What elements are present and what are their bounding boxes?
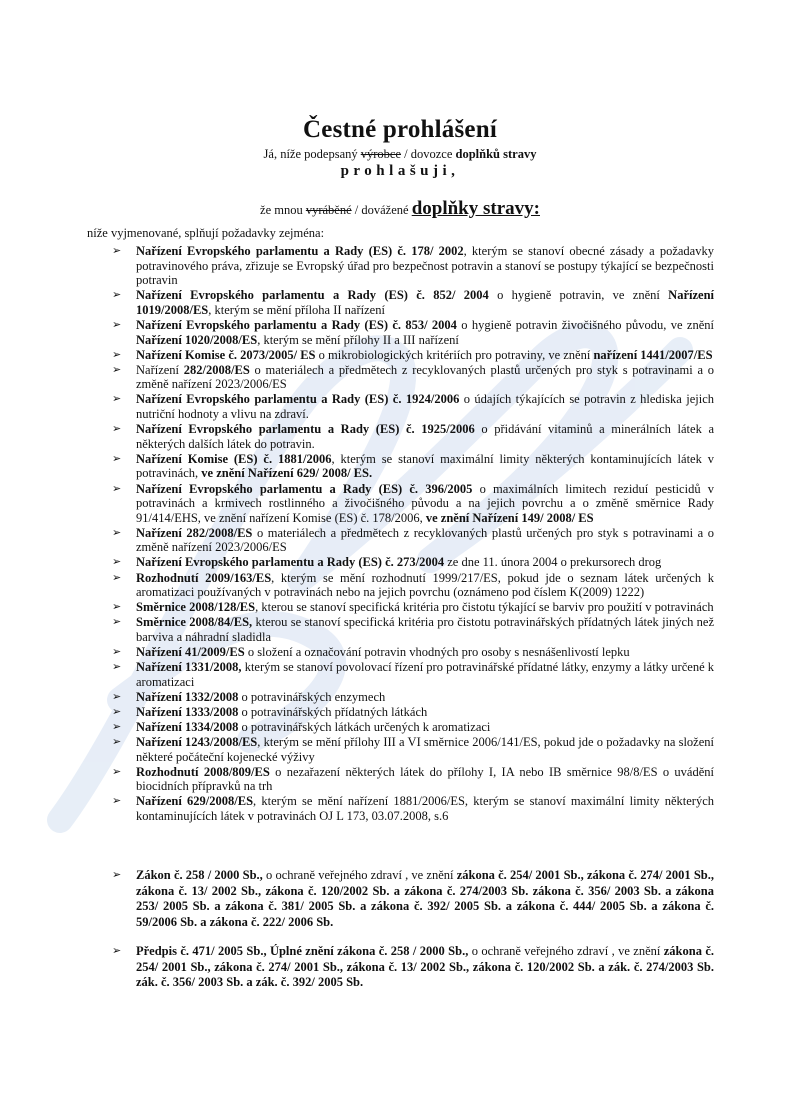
item-description: , kterým se stanoví obecné zásady a požadavky potravinového práva, zřizuje se Evropský úřad pro bezpečnost potravin a stanoví se postupy týkající se bezpečnosti potravin [136, 244, 714, 288]
item-description: o údajích týkajících se potravin z hlediska jejich nutriční hodnoty a vlivu na zdraví. [136, 392, 714, 422]
item-citation: Nařízení 629/2008/ES [136, 794, 254, 809]
arrowhead-bullet-icon: ➢ [112, 423, 122, 436]
arrowhead-bullet-icon: ➢ [112, 601, 122, 614]
item-amendment: ve znění Nařízení 149/ 2008/ ES [425, 510, 594, 525]
item-citation: Nařízení Evropského parlamentu a Rady (ES) č. 1924/2006 [136, 392, 460, 407]
products-line [0, 198, 800, 220]
arrowhead-bullet-icon: ➢ [112, 661, 122, 674]
regulation-item [112, 452, 714, 481]
signatory-mid: / dovozce [401, 147, 456, 161]
struck-produced: vyráběné [305, 203, 352, 217]
arrowhead-bullet-icon: ➢ [112, 452, 122, 465]
item-citation: Nařízení Evropského parlamentu a Rady (ES) č. 396/2005 [136, 481, 473, 496]
regulation-item [112, 288, 714, 317]
arrowhead-bullet-icon: ➢ [112, 556, 122, 569]
regulation-item [112, 705, 714, 720]
arrowhead-bullet-icon: ➢ [112, 245, 122, 257]
item-amendment: Nařízení 1019/2008/ES [136, 288, 714, 317]
regulation-item [112, 645, 714, 660]
products-mid: / dovážené [351, 203, 412, 217]
regulation-item [112, 555, 714, 570]
item-citation: Nařízení Evropského parlamentu a Rady (ES) č. 1925/2006 [136, 422, 475, 437]
item-description: , kterým se stanoví maximální limity některých kontaminujících látek v potravinách, [136, 451, 714, 481]
arrowhead-bullet-icon: ➢ [112, 289, 122, 302]
item-description: , kterou se stanoví specifická kritéria pro čistotu týkající se barviv pro použití v potravinách [255, 600, 714, 615]
regulation-item [112, 526, 714, 555]
arrowhead-bullet-icon: ➢ [112, 482, 122, 495]
regulation-item [112, 660, 714, 689]
arrowhead-bullet-icon: ➢ [112, 795, 122, 808]
item-citation: Rozhodnutí 2009/163/ES [136, 570, 272, 585]
regulation-item [112, 318, 714, 347]
item-description: o přidávání vitaminů a minerálních látek a některých dalších látek do potravin. [136, 422, 714, 451]
item-amendment: nařízení 1441/2007/ES [593, 347, 713, 362]
arrowhead-bullet-icon: ➢ [112, 526, 122, 539]
item-citation: Nařízení 1333/2008 [136, 704, 239, 719]
item-description: o potravinářských enzymech [238, 689, 386, 704]
item-description: o ochraně veřejného zdraví , ve znění [262, 868, 457, 882]
arrowhead-bullet-icon: ➢ [112, 571, 122, 584]
item-description: o nezařazení některých látek do přílohy I, IA nebo IB směrnice 98/8/ES o uvádění biocidních přípravků na trh [136, 764, 714, 794]
item-amendment: ve znění Nařízení 629/ 2008/ ES. [201, 466, 373, 481]
arrowhead-bullet-icon: ➢ [112, 765, 122, 778]
item-description: , kterým se mění rozhodnutí 1999/217/ES, pokud jde o seznam látek určených k aromatizaci používaných v potravinách nebo na jejich povrchu (oznámeno pod číslem K(2009) 1222) [136, 570, 714, 600]
law-list [112, 868, 714, 991]
item-description-tail: , kterým se mění přílohy II a III nařízení [257, 332, 459, 347]
products-heading: doplňky stravy: [411, 198, 540, 219]
item-amendment: Nařízení 1020/2008/ES [136, 332, 258, 347]
item-description: o potravinářských látkách určených k aromatizaci [238, 720, 491, 734]
item-description: , kterým se mění nařízení 1881/2006/ES, kterým se stanoví maximální limity některých kontaminujících látek v potravinách OJ L 173, 03.07.2008, s.6 [136, 794, 714, 824]
regulation-item [112, 244, 714, 288]
arrowhead-bullet-icon: ➢ [112, 393, 122, 406]
arrowhead-bullet-icon: ➢ [112, 690, 122, 703]
item-amendment: zákona č. 254/ 2001 Sb., zákona č. 274/ 2001 Sb., zákona č. 13/ 2002 Sb., zákona č. 120/2002 Sb. a zákona č. 274/2003 Sb. zákona č. 356/ 2003 Sb. a zákona 253/ 2005 Sb. a zákona č. 381/ 2005 Sb. a zákona č. 392/ 2005 Sb. a zákona č. 444/ 2005 Sb. a zákona č. 59/2006 Sb. a zákona č. 222/ 2006 Sb. [136, 868, 714, 929]
arrowhead-bullet-icon: ➢ [112, 363, 122, 376]
regulation-item [112, 765, 714, 794]
signatory-line [0, 147, 800, 162]
regulation-item [112, 600, 714, 615]
item-citation: Směrnice 2008/84/ES, [136, 615, 253, 630]
regulation-item [112, 348, 714, 363]
item-citation: Nařízení 1331/2008, [136, 660, 242, 675]
item-description: kterou se stanoví specifická kritéria pro čistotu potravinářských přídatných látek jiných než barviva a náhradní sladidla [136, 615, 714, 644]
arrowhead-bullet-icon: ➢ [112, 616, 122, 629]
products-prefix: že mnou [260, 203, 306, 217]
arrowhead-bullet-icon: ➢ [112, 348, 122, 361]
arrowhead-bullet-icon: ➢ [112, 869, 122, 881]
regulation-list [112, 244, 714, 824]
item-description: ze dne 11. února 2004 o prekursorech drog [444, 555, 662, 570]
item-description: o hygieně potravin, ve znění [488, 288, 669, 303]
item-citation: Předpis č. 471/ 2005 Sb., Úplné znění zákona č. 258 / 2000 Sb., [136, 944, 469, 958]
item-citation: Nařízení Komise (ES) č. 1881/2006 [136, 451, 332, 466]
item-description: o materiálech a předmětech z recyklovaných plastů určených pro styk s potravinami a o změně nařízení 2023/2006/ES [136, 525, 714, 555]
signatory-product: doplňků stravy [455, 147, 537, 161]
regulation-item [112, 482, 714, 526]
declare-word: prohlašuji, [340, 163, 460, 179]
arrowhead-bullet-icon: ➢ [112, 721, 122, 733]
item-description: o materiálech a předmětech z recyklovaných plastů určených pro styk s potravinami a o změně nařízení 2023/2006/ES [136, 362, 714, 392]
regulation-item [112, 571, 714, 600]
item-description: o ochraně veřejného zdraví , ve znění [468, 944, 664, 958]
item-citation: Nařízení Evropského parlamentu a Rady (ES) č. 273/2004 [136, 555, 445, 570]
item-citation: Zákon č. 258 / 2000 Sb., [136, 868, 263, 882]
item-citation: Nařízení Komise č. 2073/2005/ ES [136, 347, 316, 362]
regulation-item [112, 690, 714, 705]
arrowhead-bullet-icon: ➢ [112, 945, 122, 957]
struck-manufacturer: výrobce [360, 147, 402, 161]
regulation-item [112, 392, 714, 421]
arrowhead-bullet-icon: ➢ [112, 646, 122, 659]
item-citation: Nařízení Evropského parlamentu a Rady (ES) č. 852/ 2004 [136, 288, 489, 303]
item-citation: 282/2008/ES [183, 362, 250, 377]
law-item [112, 868, 714, 930]
regulation-item [112, 735, 714, 764]
regulation-item [112, 422, 714, 451]
regulation-item [112, 615, 714, 644]
item-description: kterým se stanoví povolovací řízení pro potravinářské přídatné látky, enzymy a látky určené k aromatizaci [136, 660, 715, 689]
document-title: Čestné prohlášení [303, 116, 497, 143]
signatory-prefix: Já, níže podepsaný [263, 147, 361, 161]
item-description: o maximálních limitech reziduí pesticidů v potravinách a krmivech rostlinného a živočišného původu a na jejich povrchu a o změně směrnice Rady 91/414/EHS, ve znění nařízení Komise (ES) č. 178/2006, [136, 481, 714, 525]
item-description: o hygieně potravin živočišného původu, ve znění [456, 317, 714, 332]
item-description: o potravinářských přídatných látkách [238, 704, 428, 719]
item-description: o mikrobiologických kritériích pro potraviny, ve znění [315, 347, 594, 362]
regulation-item [112, 794, 714, 823]
item-description: o složení a označování potravin vhodných pro osoby s nesnášenlivostí lepku [244, 645, 630, 660]
law-item [112, 944, 714, 991]
declare-line [0, 163, 800, 180]
item-prefix: Nařízení [136, 362, 184, 377]
item-description: , kterým se mění přílohy III a VI směrnice 2006/141/ES, pokud jde o požadavky na složení některé počáteční kojenecké výživy [136, 735, 714, 764]
arrowhead-bullet-icon: ➢ [112, 705, 122, 718]
item-citation: Nařízení Evropského parlamentu a Rady (ES) č. 178/ 2002 [136, 244, 464, 258]
regulation-item [112, 363, 714, 392]
item-citation: Nařízení 282/2008/ES [136, 525, 253, 540]
item-citation: Nařízení 1243/2008/ES [136, 735, 258, 750]
regulation-item [112, 720, 714, 735]
arrowhead-bullet-icon: ➢ [112, 736, 122, 749]
item-citation: Nařízení 1332/2008 [136, 689, 239, 704]
item-description-tail: , kterým se mění příloha II nařízení [208, 302, 385, 317]
item-citation: Nařízení 1334/2008 [136, 720, 239, 734]
item-citation: Směrnice 2008/128/ES [136, 600, 256, 615]
item-citation: Nařízení Evropského parlamentu a Rady (ES) č. 853/ 2004 [136, 317, 457, 332]
item-citation: Nařízení 41/2009/ES [136, 645, 245, 660]
arrowhead-bullet-icon: ➢ [112, 318, 122, 331]
intro-text: níže vyjmenované, splňují požadavky zejména: [87, 226, 325, 240]
item-citation: Rozhodnutí 2008/809/ES [136, 764, 270, 779]
item-amendment: zákona č. 254/ 2001 Sb., zákona č. 274/ 2001 Sb., zákona č. 13/ 2002 Sb., zákona č. 120/2002 Sb. a zák. č. 274/2003 Sb. zák. č. 356/ 2003 Sb. a zák. č. 392/ 2005 Sb. [136, 944, 715, 989]
